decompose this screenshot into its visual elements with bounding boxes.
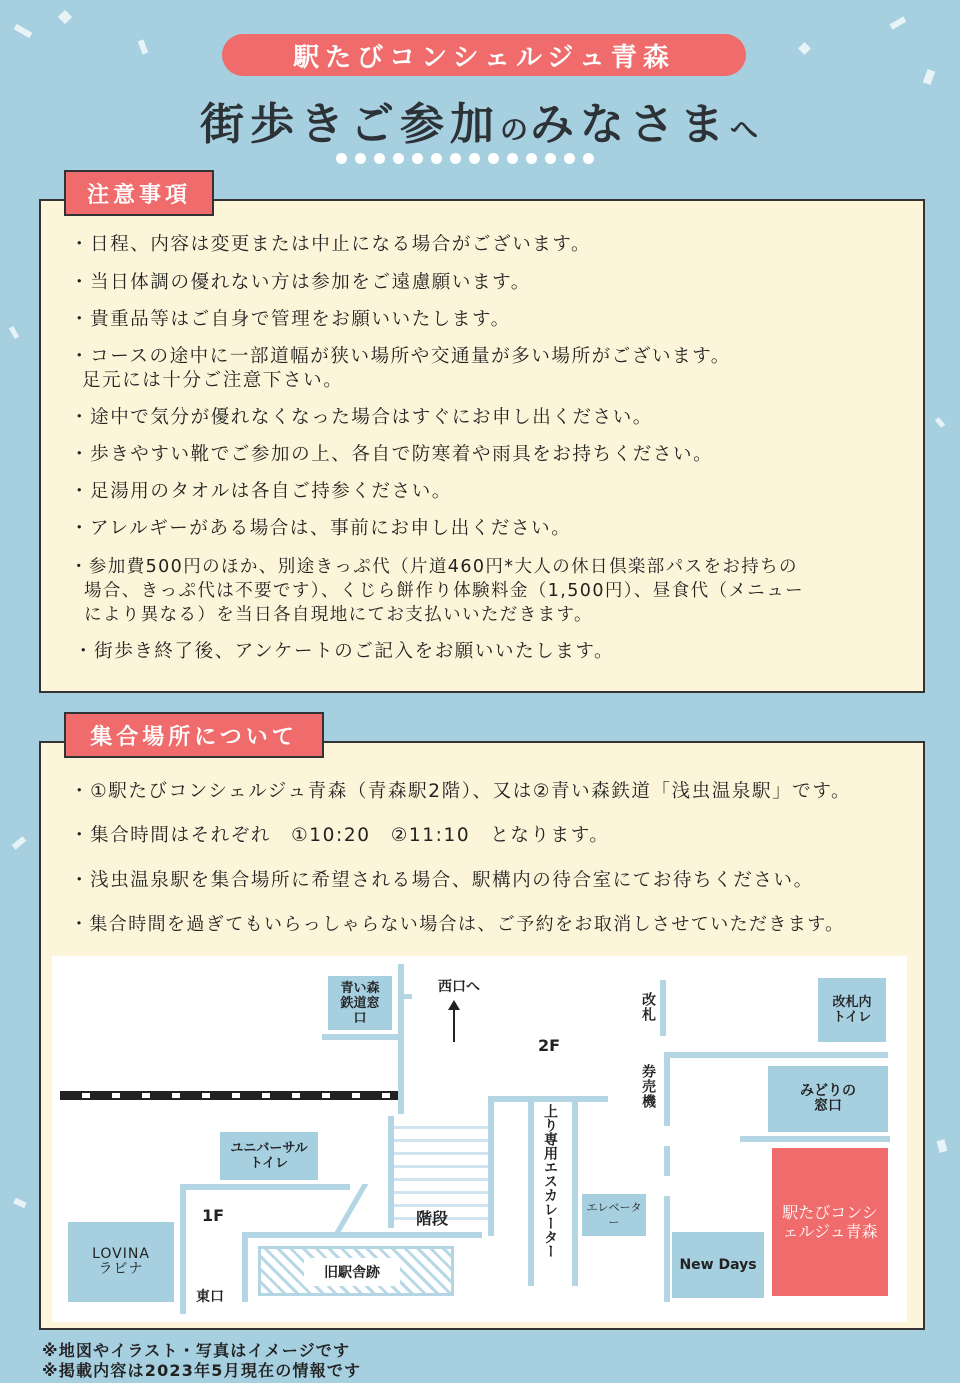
confetti-decoration [138, 39, 148, 54]
floor-1f-label: 1F [202, 1206, 225, 1225]
ticket-machine-label: 券売機 [640, 1064, 656, 1109]
meeting-item: ・①駅たびコンシェルジュ青森（青森駅2階）、又は②青い森鉄道「浅虫温泉駅」です。 [70, 781, 852, 802]
note-item: ・アレルギーがある場合は、事前にお申し出ください。 [70, 518, 572, 539]
title-dots [336, 153, 594, 164]
confetti-decoration [937, 1139, 948, 1153]
elevator-box: エレベーター [582, 1194, 646, 1236]
note-item: ・日程、内容は変更または中止になる場合がございます。 [70, 234, 592, 255]
note-item: ・参加費500円のほか、別途きっぷ代（片道460円*大人の休日倶楽部パスをお持ちの [70, 557, 798, 577]
note-item: ・歩きやすい靴でご参加の上、各自で防寒着や雨具をお持ちください。 [70, 444, 714, 465]
nishiguchi-label: 西口へ [438, 979, 480, 995]
note-item: ・貴重品等はご自身で管理をお願いいたします。 [70, 309, 511, 330]
escalator-label: 上り専用エスカレーター [542, 1104, 558, 1258]
confetti-decoration [14, 24, 33, 38]
meeting-item: ・集合時間はそれぞれ ①10:20 ②11:10 となります。 [70, 825, 610, 846]
higashiguchi-label: 東口 [196, 1289, 224, 1305]
note-item: ・足湯用のタオルは各自ご持参ください。 [70, 481, 452, 502]
up-arrow-icon [453, 1006, 455, 1042]
stairs-label: 階段 [416, 1209, 449, 1228]
floor-2f-label: 2F [538, 1036, 561, 1055]
station-map [52, 956, 907, 1322]
confetti-decoration [890, 16, 907, 29]
confetti-decoration [9, 326, 19, 339]
kaisatsu-label: 改札 [640, 992, 656, 1022]
note-item: 場合、きっぷ代は不要です）、くじら餅作り体験料金（1,500円）、昼食代（メニュー [84, 581, 804, 601]
confetti-decoration [12, 836, 27, 850]
confetti-decoration [923, 69, 935, 85]
title-part2: みなさま [530, 99, 730, 150]
universal-toilet: ユニバーサルトイレ [220, 1132, 318, 1180]
rail-track [60, 1091, 400, 1100]
newdays-box: New Days [672, 1232, 764, 1298]
concierge-box: 駅たびコンシェルジュ青森 [772, 1148, 888, 1296]
footer-note-1: ※地図やイラスト・写真はイメージです [42, 1341, 351, 1360]
up-arrow-icon-head [448, 1000, 460, 1010]
lovina-box: LOVINAラビナ [68, 1222, 174, 1302]
notes-heading: 注意事項 [64, 170, 214, 216]
confetti-decoration [935, 417, 945, 428]
aoimori-window: 青い森鉄道窓口 [328, 976, 392, 1030]
meeting-item: ・浅虫温泉駅を集合場所に希望される場合、駅構内の待合室にてお待ちください。 [70, 870, 814, 891]
note-item: 足元には十分ご注意下さい。 [82, 370, 344, 391]
note-item: ・当日体調の優れない方は参加をご遠慮願います。 [70, 272, 531, 293]
page-title [0, 88, 960, 152]
header-badge: 駅たびコンシェルジュ青森 [222, 34, 746, 76]
meeting-heading: 集合場所について [64, 712, 324, 758]
note-item: ・コースの途中に一部道幅が狭い場所や交通量が多い場所がございます。 [70, 346, 731, 367]
confetti-decoration [798, 42, 811, 55]
kaisatsu-toilet: 改札内トイレ [818, 978, 886, 1042]
footer-note-2: ※掲載内容は2023年5月現在の情報です [42, 1361, 362, 1380]
note-item: ・途中で気分が優れなくなった場合はすぐにお申し出ください。 [70, 407, 653, 428]
title-part1: 街歩きご参加 [199, 99, 500, 150]
midori-window: みどりの窓口 [768, 1066, 888, 1132]
note-item: ・街歩き終了後、アンケートのご記入をお願いいたします。 [74, 641, 615, 662]
old-station-label: 旧駅舎跡 [304, 1258, 400, 1286]
confetti-decoration [13, 1198, 26, 1209]
title-he: へ [730, 113, 761, 146]
confetti-decoration [58, 10, 72, 24]
title-no: の [499, 113, 530, 146]
meeting-item: ・集合時間を過ぎてもいらっしゃらない場合は、ご予約をお取消しさせていただきます。 [70, 914, 845, 935]
note-item: により異なる）を当日各自現地にてお支払いいただきます。 [84, 605, 593, 625]
